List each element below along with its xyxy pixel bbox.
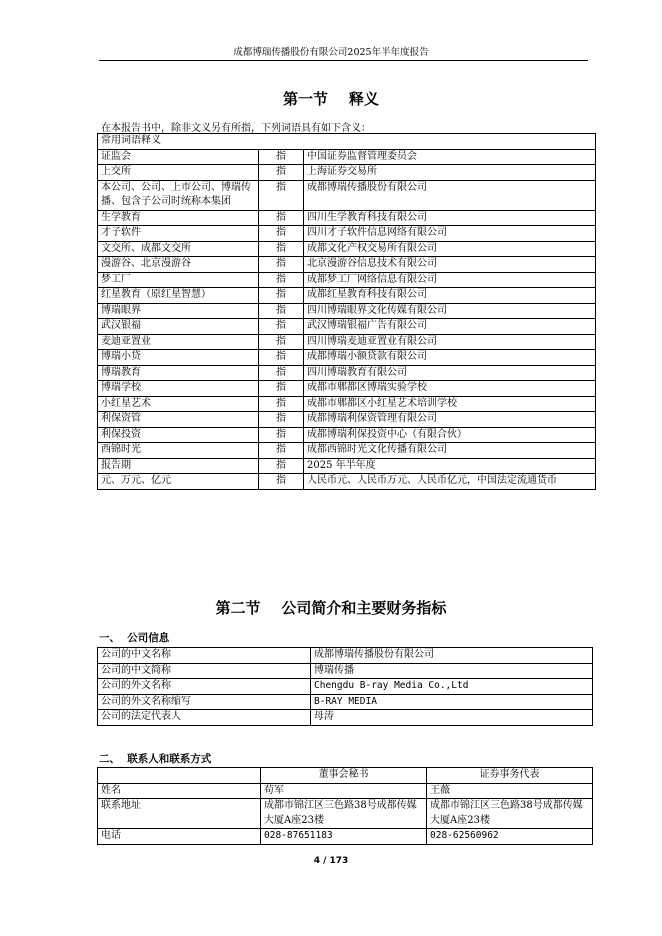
glossary-row	[98, 396, 596, 412]
company-info-row	[98, 648, 593, 664]
glossary-term: 才子软件	[98, 226, 259, 242]
glossary-row	[98, 210, 596, 226]
glossary-ref: 指	[259, 241, 304, 257]
glossary-ref: 指	[259, 303, 304, 319]
glossary-ref: 指	[259, 365, 304, 381]
glossary-row	[98, 427, 596, 443]
glossary-definition: 成都文化产权交易所有限公司	[304, 241, 596, 257]
glossary-row	[98, 319, 596, 335]
section1-intro: 在本报告书中，除非文义另有所指，下列词语具有如下含义：	[101, 123, 371, 134]
glossary-row	[98, 288, 596, 304]
company-info-label: 公司的中文简称	[98, 663, 311, 679]
glossary-row	[98, 241, 596, 257]
glossary-ref: 指	[259, 474, 304, 490]
glossary-term: 西锦时光	[98, 443, 259, 459]
glossary-definition: 成都市郫都区博瑞实验学校	[304, 381, 596, 397]
glossary-definition: 人民币元、人民币万元、人民币亿元，中国法定流通货币	[304, 474, 596, 490]
company-info-value: B-RAY MEDIA	[311, 694, 593, 710]
contacts-heading: 二、 联系人和联系方式	[99, 753, 212, 765]
glossary-ref: 指	[259, 412, 304, 428]
section2-title: 第二节 公司简介和主要财务指标	[215, 599, 447, 617]
contacts-col-secretary: 董事会秘书	[261, 768, 427, 784]
section1-title: 第一节 释义	[283, 90, 379, 108]
glossary-row	[98, 474, 596, 490]
glossary-definition: 四川博瑞教育有限公司	[304, 365, 596, 381]
contacts-label: 联系地址	[98, 799, 261, 829]
glossary-row	[98, 365, 596, 381]
glossary-term: 博瑞眼界	[98, 303, 259, 319]
company-info-table	[97, 647, 593, 726]
contacts-secretary-value: 苟军	[261, 783, 427, 799]
glossary-row	[98, 303, 596, 319]
glossary-row	[98, 350, 596, 366]
glossary-row	[98, 180, 596, 210]
glossary-term: 证监会	[98, 149, 259, 165]
glossary-ref: 指	[259, 427, 304, 443]
contacts-secretary-value: 成都市锦江区三色路38号成都传媒大厦A座23楼	[261, 799, 427, 829]
contacts-rep-value: 028-62560962	[427, 829, 593, 845]
glossary-term: 红星教育（原红星智慧）	[98, 288, 259, 304]
glossary-row	[98, 165, 596, 181]
glossary-term: 博瑞小贷	[98, 350, 259, 366]
glossary-ref: 指	[259, 458, 304, 474]
glossary-definition: 2025 年半年度	[304, 458, 596, 474]
contacts-secretary-value: 028-87651183	[261, 829, 427, 845]
contacts-corner-cell	[98, 768, 261, 784]
glossary-definition: 武汉博瑞银福广告有限公司	[304, 319, 596, 335]
glossary-ref: 指	[259, 381, 304, 397]
company-info-row	[98, 679, 593, 695]
glossary-term: 博瑞教育	[98, 365, 259, 381]
contacts-label: 姓名	[98, 783, 261, 799]
company-info-label: 公司的法定代表人	[98, 710, 311, 726]
glossary-term: 利保资管	[98, 412, 259, 428]
glossary-row	[98, 412, 596, 428]
glossary-term: 梦工厂	[98, 272, 259, 288]
glossary-row	[98, 226, 596, 242]
company-info-value: 成都博瑞传播股份有限公司	[311, 648, 593, 664]
glossary-definition: 成都红星教育科技有限公司	[304, 288, 596, 304]
glossary-definition: 成都梦工厂网络信息有限公司	[304, 272, 596, 288]
glossary-ref: 指	[259, 180, 304, 210]
contacts-col-rep: 证券事务代表	[427, 768, 593, 784]
contacts-row	[98, 829, 593, 845]
glossary-definition: 成都博瑞利保资管理有限公司	[304, 412, 596, 428]
glossary-row	[98, 149, 596, 165]
company-info-label: 公司的中文名称	[98, 648, 311, 664]
glossary-definition: 北京漫游谷信息技术有限公司	[304, 257, 596, 273]
contacts-table	[97, 767, 593, 845]
company-info-value: Chengdu B-ray Media Co.,Ltd	[311, 679, 593, 695]
contacts-rep-value: 成都市锦江区三色路38号成都传媒大厦A座23楼	[427, 799, 593, 829]
glossary-definition: 成都西锦时光文化传播有限公司	[304, 443, 596, 459]
glossary-definition: 成都博瑞传播股份有限公司	[304, 180, 596, 210]
company-info-label: 公司的外文名称	[98, 679, 311, 695]
glossary-ref: 指	[259, 165, 304, 181]
glossary-definition: 四川才子软件信息网络有限公司	[304, 226, 596, 242]
glossary-ref: 指	[259, 149, 304, 165]
glossary-term: 武汉银福	[98, 319, 259, 335]
page-number: 4 / 173	[313, 856, 349, 866]
glossary-definition: 上海证券交易所	[304, 165, 596, 181]
glossary-row	[98, 381, 596, 397]
glossary-definition: 成都博瑞小额贷款有限公司	[304, 350, 596, 366]
page-header: 成都博瑞传播股份有限公司2025年半年度报告	[233, 47, 429, 58]
glossary-term: 文交所、成都文交所	[98, 241, 259, 257]
glossary-ref: 指	[259, 396, 304, 412]
glossary-ref: 指	[259, 272, 304, 288]
glossary-ref: 指	[259, 210, 304, 226]
glossary-ref: 指	[259, 319, 304, 335]
glossary-definition: 成都博瑞利保投资中心（有限合伙）	[304, 427, 596, 443]
glossary-term: 元、万元、亿元	[98, 474, 259, 490]
glossary-definition: 中国证券监督管理委员会	[304, 149, 596, 165]
glossary-ref: 指	[259, 350, 304, 366]
company-info-value: 母涛	[311, 710, 593, 726]
glossary-row	[98, 272, 596, 288]
company-info-label: 公司的外文名称缩写	[98, 694, 311, 710]
glossary-term: 报告期	[98, 458, 259, 474]
glossary-row	[98, 458, 596, 474]
glossary-ref: 指	[259, 257, 304, 273]
glossary-ref: 指	[259, 288, 304, 304]
glossary-term: 麦迪亚置业	[98, 334, 259, 350]
glossary-definition: 四川博瑞麦迪亚置业有限公司	[304, 334, 596, 350]
glossary-row	[98, 443, 596, 459]
contacts-label: 电话	[98, 829, 261, 845]
contacts-row	[98, 799, 593, 829]
glossary-definition: 成都市郫都区小红星艺术培训学校	[304, 396, 596, 412]
glossary-definition: 四川博瑞眼界文化传媒有限公司	[304, 303, 596, 319]
glossary-term: 博瑞学校	[98, 381, 259, 397]
company-info-row	[98, 663, 593, 679]
glossary-ref: 指	[259, 226, 304, 242]
company-info-row	[98, 710, 593, 726]
glossary-term: 生学教育	[98, 210, 259, 226]
company-info-row	[98, 694, 593, 710]
header-divider	[99, 60, 588, 61]
glossary-term: 上交所	[98, 165, 259, 181]
glossary-term: 本公司、公司、上市公司、博瑞传播、包含子公司时统称本集团	[98, 180, 259, 210]
contacts-rep-value: 王薇	[427, 783, 593, 799]
company-info-heading: 一、 公司信息	[99, 632, 170, 644]
glossary-row	[98, 334, 596, 350]
glossary-term: 漫游谷、北京漫游谷	[98, 257, 259, 273]
glossary-ref: 指	[259, 443, 304, 459]
glossary-ref: 指	[259, 334, 304, 350]
glossary-table	[97, 133, 596, 490]
glossary-table-header: 常用词语释义	[98, 134, 596, 150]
glossary-definition: 四川生学教育科技有限公司	[304, 210, 596, 226]
contacts-row	[98, 783, 593, 799]
company-info-value: 博瑞传播	[311, 663, 593, 679]
glossary-term: 利保投资	[98, 427, 259, 443]
glossary-row	[98, 257, 596, 273]
glossary-term: 小红星艺术	[98, 396, 259, 412]
